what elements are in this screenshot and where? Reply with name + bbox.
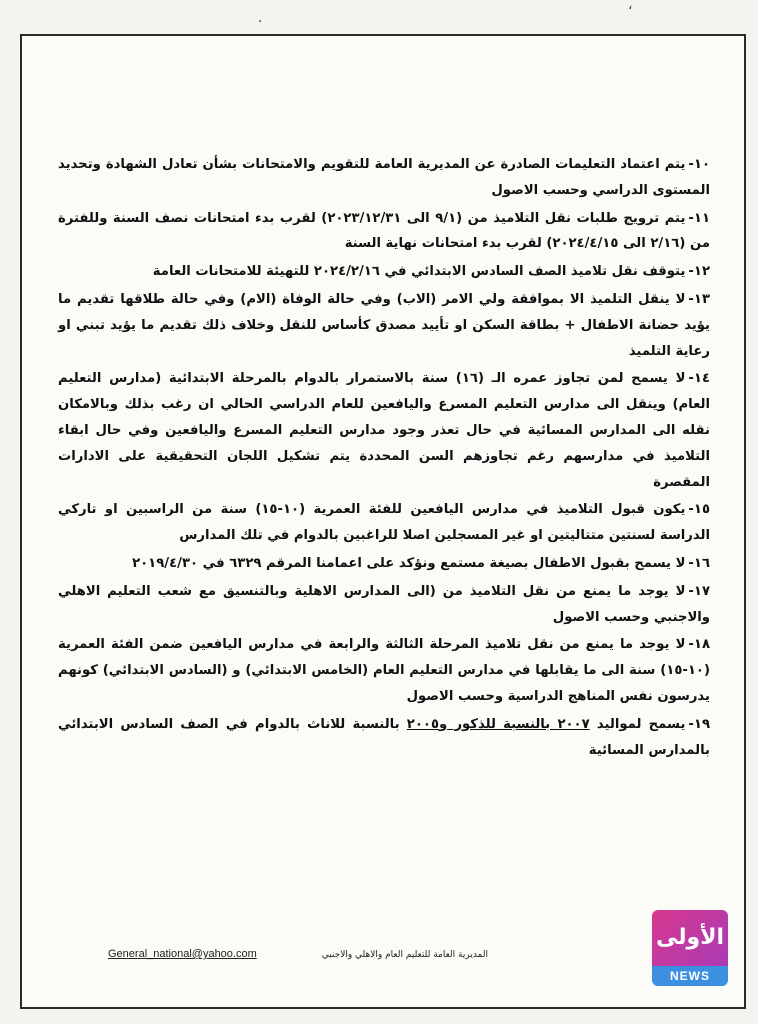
list-item <box>58 551 710 577</box>
list-item <box>58 632 710 709</box>
item-number: ١٧- <box>688 583 710 599</box>
item-text: لا يوجد ما يمنع من نقل تلاميذ المرحلة الثالثة والرابعة في مدارس اليافعين ضمن الفئة العمرية (١٠-١٥) سنة الى ما يقابلها في مدارس التعليم العام (الخامس الابتدائي) و (السادس الابتدائي) كونهم يدرسون نفس المناهج الدراسية وحسب الاصول <box>58 637 710 704</box>
item-number: ١٤- <box>688 371 710 387</box>
item-text: يتوقف نقل تلاميذ الصف السادس الابتدائي في ٢٠٢٤/٢/١٦ للتهيئة للامتحانات العامة <box>152 264 686 280</box>
item-number: ١٩- <box>688 716 710 732</box>
item-underlined-text: ٢٠٠٧ بالنسبة للذكور و٢٠٠٥ <box>406 716 590 732</box>
item-number: ١٣- <box>688 291 710 307</box>
list-item <box>58 206 710 258</box>
item-text: لا يسمح بقبول الاطفال بصيغة مستمع ونؤكد على اعمامنا المرقم ٦٣٢٩ في ٢٠١٩/٤/٣٠ <box>132 555 686 571</box>
item-text: يتم اعتماد التعليمات الصادرة عن المديرية العامة للتقويم والامتحانات بشأن تعادل الشهادة وتحديد المستوى الدراسي وحسب الاصول <box>58 157 710 198</box>
list-item <box>58 259 710 285</box>
item-number: ١٥- <box>688 502 710 518</box>
list-item <box>58 366 710 495</box>
item-number: ١٨- <box>688 637 710 653</box>
list-item <box>58 497 710 549</box>
item-text: يتم ترويج طلبات نقل التلاميذ من (٩/١ الى ٢٠٢٣/١٢/٣١) لقرب بدء امتحانات نصف السنة وللفترة من (٢/١٦ الى ٢٠٢٤/٤/١٥) لقرب بدء امتحانات نهاية السنة <box>58 210 710 252</box>
document-body <box>58 152 710 765</box>
document-footer <box>108 948 488 968</box>
logo-bottom-text: NEWS <box>652 966 728 986</box>
footer-directorate: المديرية العامة للتعليم العام والاهلي والاجنبي <box>321 950 488 960</box>
item-text: لا ينقل التلميذ الا بموافقة ولي الامر (الاب) وفي حالة الوفاة (الام) وفي حالة طلاقها تقديم ما يؤيد حضانة الاطفال + بطاقة السكن او تأييد مصدق كأساس للنقل وخلاف ذلك تقديم ما يؤيد تبني او رعاية التلميذ <box>58 291 710 359</box>
item-number: ١١- <box>688 210 710 226</box>
list-item <box>58 712 710 764</box>
list-item <box>58 287 710 364</box>
item-text: يكون قبول التلاميذ في مدارس اليافعين للفئة العمرية (١٠-١٥) سنة من الراسبين او تاركي الدراسة لسنتين متتاليتين او غير المسجلين اصلا للراغبين بالدوام في تلك المدارس <box>58 502 710 544</box>
item-text: بالنسبة للاناث بالدوام في الصف السادس الابتدائي بالمدارس المسائية <box>58 716 710 758</box>
footer-email-link[interactable]: General_national@yahoo.com <box>108 948 257 960</box>
news-logo <box>652 910 728 986</box>
item-text: يسمح لمواليد <box>589 716 686 732</box>
speck-mark: ، <box>628 0 633 13</box>
list-item <box>58 579 710 631</box>
speck-mark: · <box>258 14 263 30</box>
list-item <box>58 152 710 204</box>
item-number: ١٢- <box>688 264 710 280</box>
logo-top-text: الأولى <box>652 910 728 966</box>
item-number: ١٠- <box>688 157 710 172</box>
item-text: لا يسمح لمن تجاوز عمره الـ (١٦) سنة بالاستمرار بالدوام بالمرحلة الابتدائية (مدارس التعليم العام) وينقل الى مدارس التعليم المسرع واليافعين للعام الدراسي الحالي ان رغب بذلك وبالامكان نقله الى المدارس المسائية في حال تعذر وجود مدارس التعليم المسرع واليافعين وفي حال ابقاء التلاميذ في مدارسهم رغم تجاوزهم السن المحددة يتم تشكيل اللجان التحقيقية على الادارات المقصرة <box>58 371 710 490</box>
item-number: ١٦- <box>688 555 710 571</box>
item-text: لا يوجد ما يمنع من نقل التلاميذ من (الى المدارس الاهلية وبالتنسيق مع شعب التعليم الاهلي والاجنبي وحسب الاصول <box>58 583 710 625</box>
